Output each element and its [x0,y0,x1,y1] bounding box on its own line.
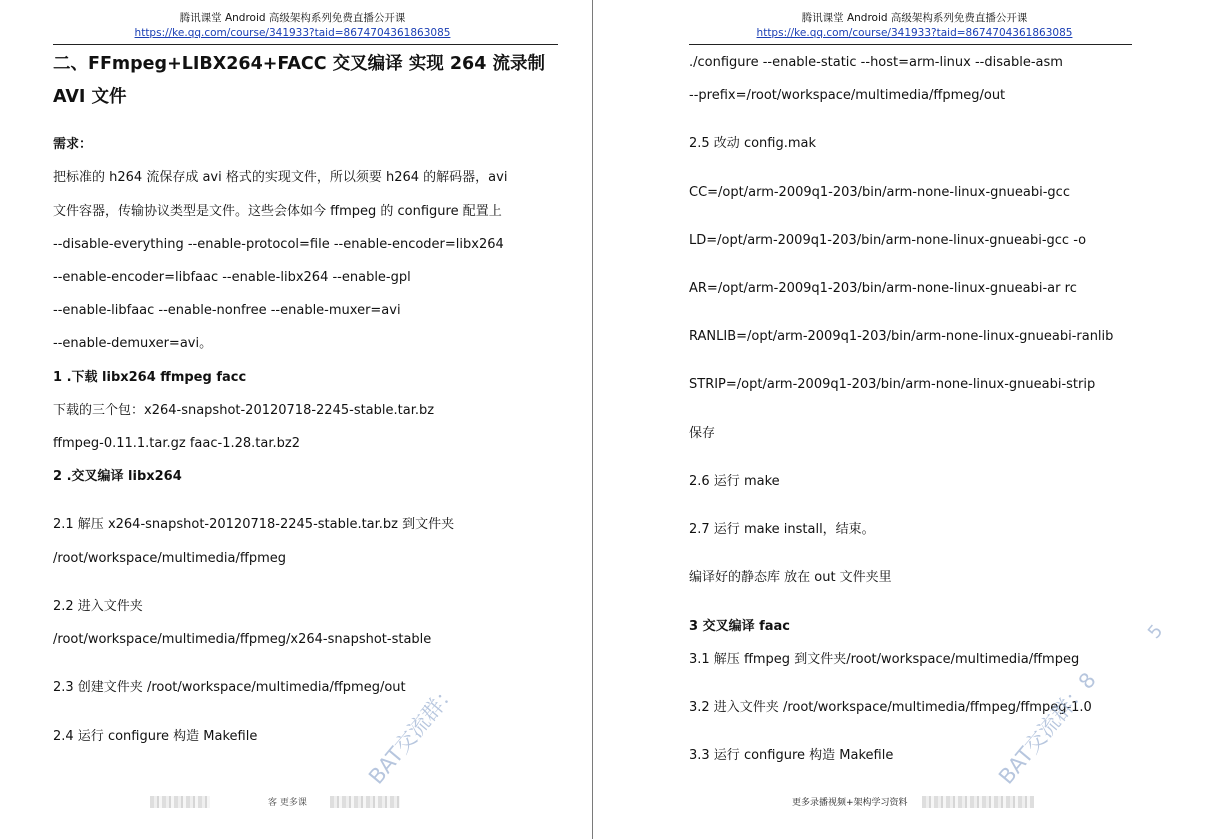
right-page [594,0,1205,839]
step-line: /root/workspace/multimedia/ffpmeg/x264-snapshot-stable [53,632,432,647]
step-line: 2.4 运行 configure 构造 Makefile [53,729,258,744]
code-line: STRIP=/opt/arm-2009q1-203/bin/arm-none-linux-gnueabi-strip [689,377,1096,392]
text-line: ffmpeg-0.11.1.tar.gz faac-1.28.tar.bz2 [53,436,300,451]
text-line: 把标准的 h264 流保存成 avi 格式的实现文件，所以须要 h264 的解码器，avi [53,170,508,185]
text-line: 下载的三个包：x264-snapshot-20120718-2245-stable.tar.bz [53,403,435,418]
page-footer: 更多录播视频+架构学习资料 [792,798,908,808]
code-line: LD=/opt/arm-2009q1-203/bin/arm-none-linux-gnueabi-gcc -o [689,233,1087,248]
code-line: AR=/opt/arm-2009q1-203/bin/arm-none-linux-gnueabi-ar rc [689,281,1077,296]
text-line: 编译好的静态库 放在 out 文件夹里 [689,570,892,585]
header-rule [689,44,1132,45]
corner-watermark-mark: 5 [1143,620,1168,643]
step-line: 2.3 创建文件夹 /root/workspace/multimedia/ffpmeg/out [53,680,406,695]
text-line: --enable-demuxer=avi。 [53,336,213,351]
text-line: --enable-encoder=libfaac --enable-libx264 --enable-gpl [53,270,411,285]
code-line: RANLIB=/opt/arm-2009q1-203/bin/arm-none-linux-gnueabi-ranlib [689,329,1114,344]
section-heading: 二、FFmpeg+LIBX264+FACC 交叉编译 实现 264 流录制 [53,54,545,74]
page-header [0,11,592,41]
step-line: 3.1 解压 ffmpeg 到文件夹/root/workspace/multimedia/ffmpeg [689,652,1080,667]
watermark: BAT交流群：8 [994,668,1101,789]
section-heading-cont: AVI 文件 [53,87,127,107]
step-line: 2.1 解压 x264-snapshot-20120718-2245-stable.tar.bz 到文件夹 [53,517,455,532]
blurred-footer-text [330,796,400,808]
step-line: 2.2 进入文件夹 [53,599,143,614]
requirements-label: 需求： [53,137,93,152]
text-line: --disable-everything --enable-protocol=file --enable-encoder=libx264 [53,237,504,252]
page-header [624,11,1205,41]
step-line: /root/workspace/multimedia/ffpmeg [53,551,287,566]
page-divider [592,0,593,839]
step-line: 3.3 运行 configure 构造 Makefile [689,748,894,763]
code-line: CC=/opt/arm-2009q1-203/bin/arm-none-linux-gnueabi-gcc [689,185,1070,200]
text-line: --enable-libfaac --enable-nonfree --enable-muxer=avi [53,303,401,318]
header-link[interactable]: https://ke.qq.com/course/341933?taid=8674704361863085 [134,27,451,39]
header-title: 腾讯课堂 Android 高级架构系列免费直播公开课 [801,12,1028,24]
page-footer: 客 更多课 [268,798,307,808]
blurred-footer-text [150,796,210,808]
watermark: BAT交流群： [364,678,463,789]
header-title: 腾讯课堂 Android 高级架构系列免费直播公开课 [179,12,406,24]
text-line: 文件容器，传输协议类型是文件。这些会体如今 ffmpeg 的 configure 配置上 [53,204,502,219]
blurred-footer-text [922,796,1034,808]
section-3-title: 3 交叉编译 faac [689,619,791,634]
text-line: 保存 [689,426,716,441]
left-page [0,0,592,839]
code-line: ./configure --enable-static --host=arm-linux --disable-asm [689,55,1063,70]
step-line: 3.2 进入文件夹 /root/workspace/multimedia/ffmpeg/ffmpeg-1.0 [689,700,1092,715]
header-rule [53,44,558,45]
header-link[interactable]: https://ke.qq.com/course/341933?taid=8674704361863085 [756,27,1073,39]
section-1-title: 1 .下载 libx264 ffmpeg facc [53,370,247,385]
section-2-title: 2 .交叉编译 libx264 [53,469,182,484]
step-line: 2.6 运行 make [689,474,780,489]
step-line: 2.7 运行 make install，结束。 [689,522,875,537]
code-line: --prefix=/root/workspace/multimedia/ffpmeg/out [689,88,1006,103]
step-line: 2.5 改动 config.mak [689,136,817,151]
